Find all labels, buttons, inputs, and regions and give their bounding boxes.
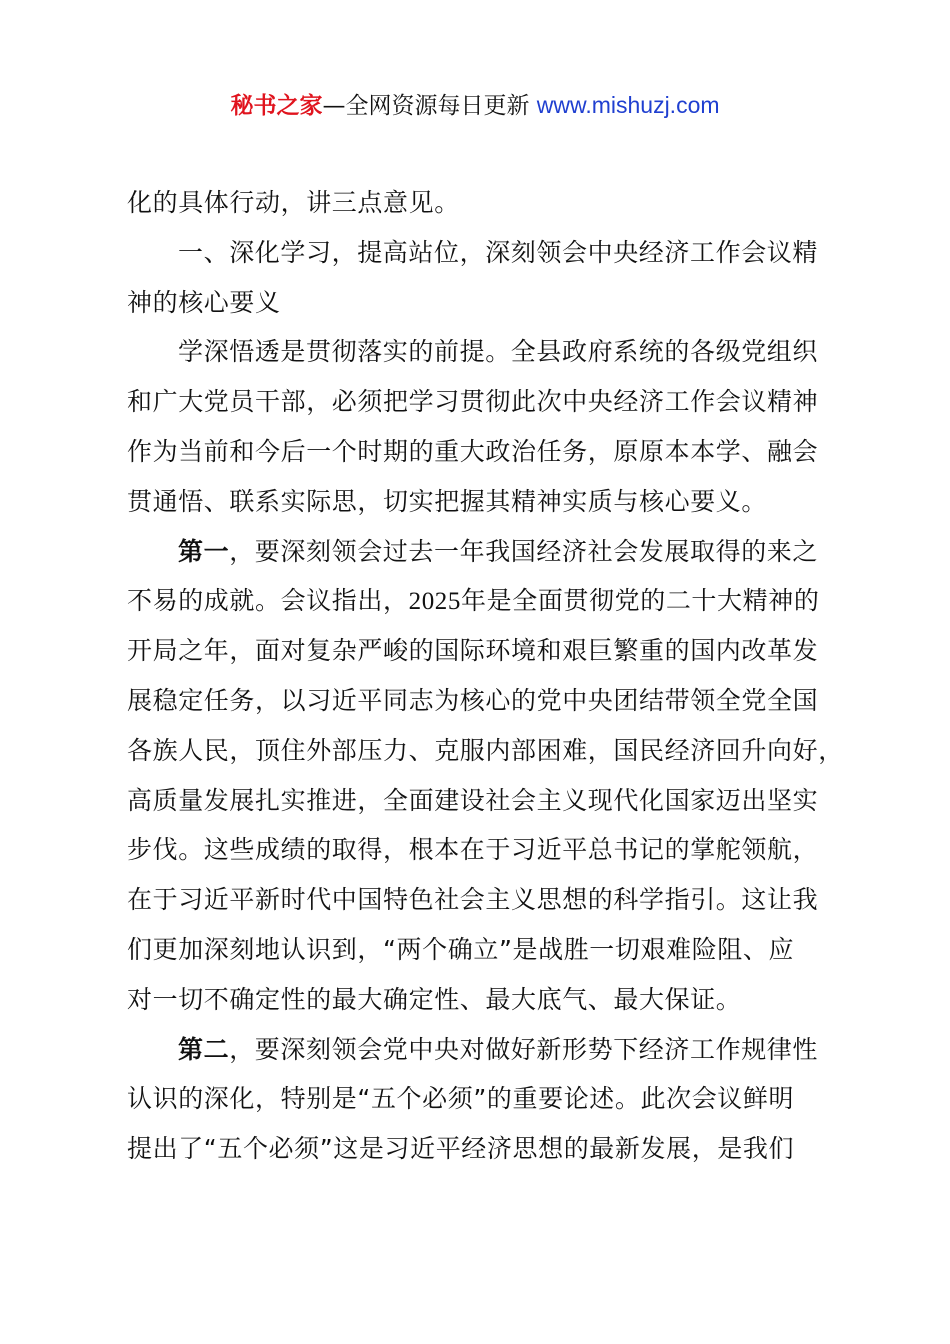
text-line: 化的具体行动，讲三点意见。	[127, 188, 460, 217]
text-line: 认识的深化，特别是“五个必须”的重要论述。此次会议鲜明	[127, 1084, 795, 1114]
section-heading-continued: 神的核心要义	[127, 287, 281, 317]
text-segment: 不易的成就。会议指出，	[127, 586, 409, 616]
text-line: 开局之年，面对复杂严峻的国际环境和艰巨繁重的国内改革发	[127, 636, 819, 666]
year-number: 2025	[408, 588, 462, 616]
text-line: 展稳定任务，以习近平同志为核心的党中央团结带领全党全国	[127, 685, 819, 715]
paragraph-first	[127, 527, 833, 577]
text-line: 贯通悟、联系实际思，切实把握其精神实质与核心要义。	[127, 486, 768, 516]
text-line: 步伐。这些成绩的取得，根本在于习近平总书记的掌舵领航，	[127, 835, 819, 865]
site-header	[0, 88, 950, 123]
header-tagline: —全网资源每日更新	[322, 93, 537, 119]
paragraph-second	[127, 1025, 833, 1075]
text-line: 高质量发展扎实推进，全面建设社会主义现代化国家迈出坚实	[127, 785, 819, 815]
point-label-first: 第一	[178, 536, 230, 566]
text-line: 各族人民，顶住外部压力、克服内部困难，国民经济回升向好，	[127, 735, 844, 765]
text-line: 和广大党员干部，必须把学习贯彻此次中央经济工作会议精神	[127, 387, 819, 417]
text-segment: 年是全面贯彻党的二十大精神的	[461, 586, 820, 616]
text-segment: ，要深刻领会党中央对做好新形势下经济工作规律性	[229, 1034, 819, 1064]
text-line: 们更加深刻地认识到，“两个确立”是战胜一切艰难险阻、应	[127, 934, 795, 964]
point-label-second: 第二	[178, 1034, 230, 1064]
text-line: 作为当前和今后一个时期的重大政治任务，原原本本学、融会	[127, 436, 819, 466]
text-segment: ，要深刻领会过去一年我国经济社会发展取得的来之	[229, 536, 819, 566]
text-line: 在于习近平新时代中国特色社会主义思想的科学指引。这让我	[127, 885, 819, 915]
text-line	[127, 576, 833, 626]
site-url-link[interactable]: www.mishuzj.com	[536, 92, 720, 118]
text-line: 对一切不确定性的最大确定性、最大底气、最大保证。	[127, 984, 742, 1014]
brand-name: 秘书之家	[230, 93, 323, 119]
section-heading: 一、深化学习，提高站位，深刻领会中央经济工作会议精	[178, 237, 819, 267]
document-body	[127, 178, 844, 1174]
text-line: 学深悟透是贯彻落实的前提。全县政府系统的各级党组织	[178, 337, 819, 367]
text-line: 提出了“五个必须”这是习近平经济思想的最新发展，是我们	[127, 1134, 795, 1164]
